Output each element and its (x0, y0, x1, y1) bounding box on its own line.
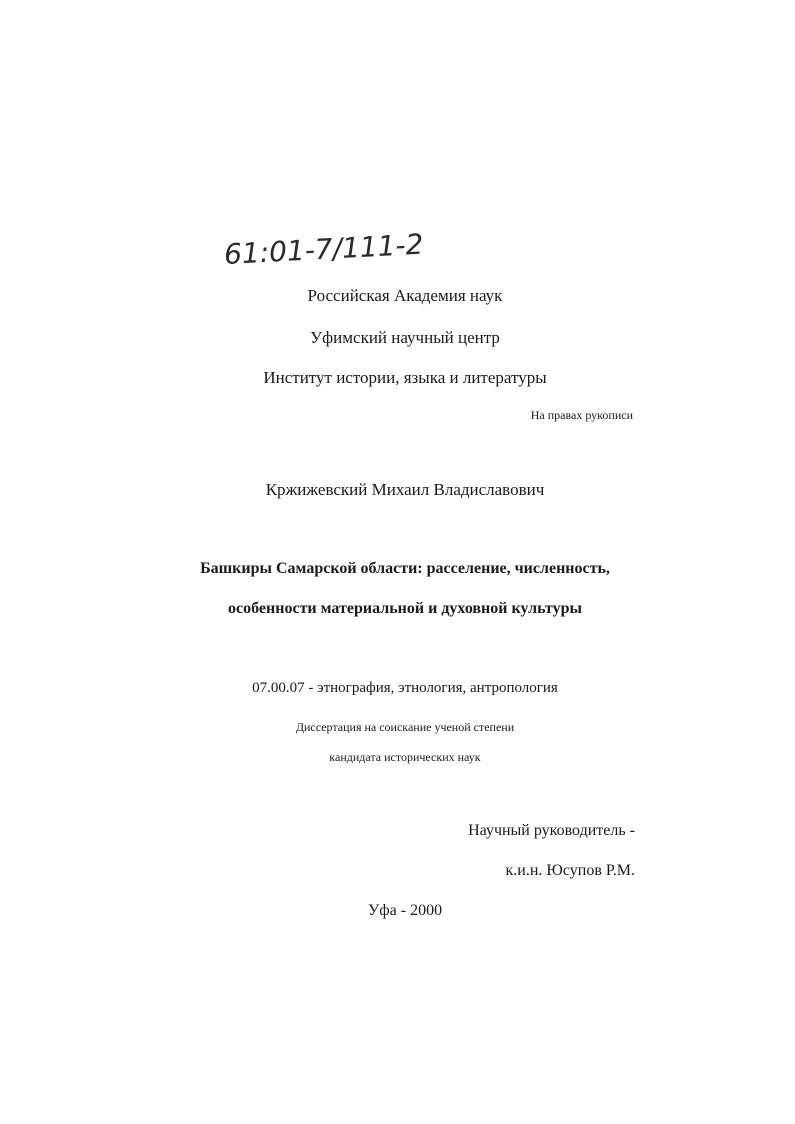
supervisor-label: Научный руководитель - (468, 822, 635, 839)
dissertation-title-line-2: особенности материальной и духовной культуры (228, 600, 582, 617)
manuscript-rights-note: На правах рукописи (530, 408, 633, 422)
degree-statement-line-1: Диссертация на соискание ученой степени (295, 720, 515, 734)
degree-statement-line-2: кандидата исторических наук (329, 750, 481, 764)
handwritten-archive-code (220, 224, 460, 274)
dissertation-title-line-1: Башкиры Самарской области: расселение, численность, (200, 560, 610, 577)
supervisor-name: к.и.н. Юсупов Р.М. (505, 862, 635, 879)
handwritten-code-image (220, 224, 460, 274)
handwritten-code-text: 61:01-7/111-2 (223, 227, 425, 272)
place-and-year: Уфа - 2000 (367, 902, 443, 919)
author-name: Кржижевский Михаил Владиславович (265, 480, 545, 499)
specialty-code: 07.00.07 - этнография, этнология, антропология (252, 680, 558, 696)
organization-center: Уфимский научный центр (310, 328, 500, 347)
organization-institute: Институт истории, языка и литературы (263, 368, 547, 387)
organization-academy: Российская Академия наук (307, 286, 503, 305)
